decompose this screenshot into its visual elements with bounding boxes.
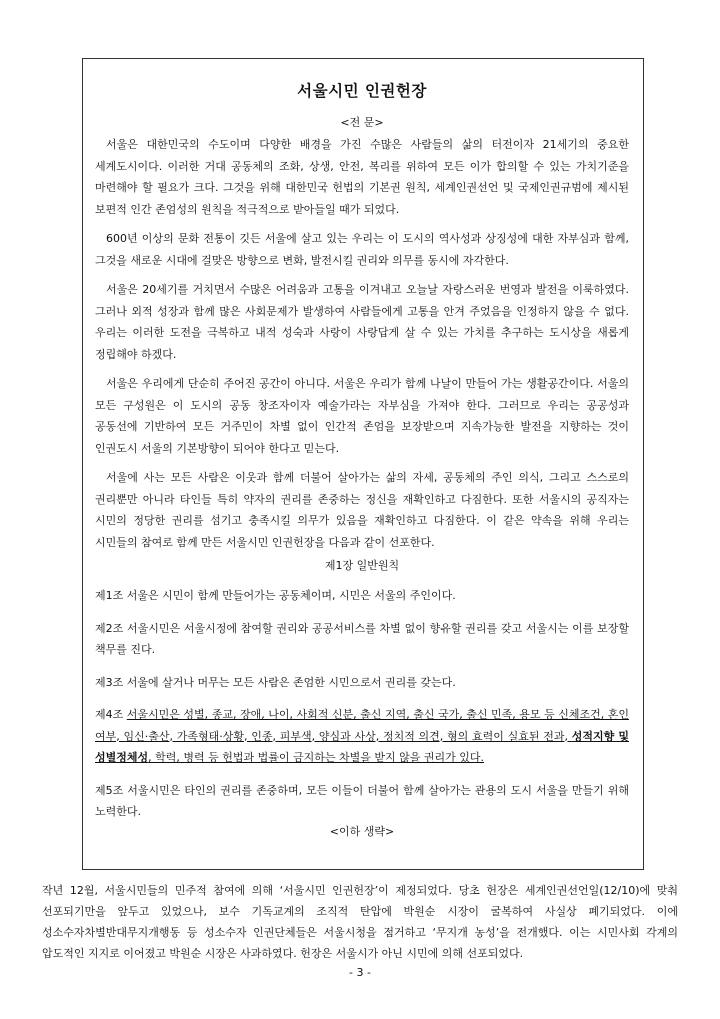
- article-4-number: 제4조: [95, 708, 127, 721]
- chapter-title: 제1장 일반원칙: [324, 559, 400, 572]
- page-number: - 3 -: [349, 966, 371, 979]
- preamble-paragraph-5: 서울에 사는 모든 사람은 이웃과 함께 더불어 살아가는 삶의 자세, 공동체의 주인 의식, 그리고 스스로의 권리뿐만 아니라 타인들 특히 약자의 권리를 존중하는 정신을 재확인하고 다짐한다. 또한 서울시의 공직자는 시민의 정당한 권리를 섬기고 충족시킬 의무가 있음을 재확인하고 다짐한다. 이 같은 약속을 위해 우리는 시민들의 참여로 함께 만든 서울시민 인권헌장을 다음과 같이 선포한다.: [95, 471, 629, 549]
- preamble-paragraph-3: 서울은 20세기를 거치면서 수많은 어려움과 고통을 이겨내고 오늘날 자랑스러운 번영과 발전을 이룩하였다. 그러나 외적 성장과 함께 많은 사회문제가 발생하여 사람들에게 고통을 안겨 주었음을 인정하지 않을 수 없다. 우리는 이러한 도전을 극복하고 내적 성숙과 사랑이 사랑답게 살 수 있는 가치를 추구하는 도시상을 새롭게 정립해야 하겠다.: [95, 283, 629, 361]
- article-5: 제5조 서울시민은 타인의 권리를 존중하며, 모든 이들이 더불어 함께 살아가는 관용의 도시 서울을 만들기 위해 노력한다.: [95, 783, 629, 818]
- preamble-paragraph-1: 서울은 대한민국의 수도이며 다양한 배경을 가진 수많은 사람들의 삶의 터전이자 21세기의 중요한 세계도시이다. 이러한 거대 공동체의 조화, 상생, 안전, 복리를 위하여 모든 이가 합의할 수 있는 가치기준을 마련해야 할 필요가 크다. 그것을 위해 대한민국 헌법의 기본권 원칙, 세계인권선언 및 국제인권규범에 제시된 보편적 인간 존엄성의 원칙을 적극적으로 받아들일 때가 되었다.: [95, 138, 629, 216]
- article-4-emphasis: 성적지향 및 성별정체성: [95, 729, 629, 764]
- article-1: 제1조 서울은 시민이 함께 만들어가는 공동체이며, 시민은 서울의 주인이다.: [95, 589, 456, 602]
- preamble-paragraph-4: 서울은 우리에게 단순히 주어진 공간이 아니다. 서울은 우리가 함께 나날이 만들어 가는 생활공간이다. 서울의 모든 구성원은 이 도시의 공동 창조자이자 예술가라는 자부심을 가져야 한다. 그러므로 우리는 공공성과 공동선에 기반하여 모든 거주민이 차별 없이 인간적 존엄을 보장받으며 지속가능한 발전을 지향하는 것이 인권도시 서울의 기본방향이 되어야 한다고 믿는다.: [95, 377, 629, 455]
- article-3: 제3조 서울에 살거나 머무는 모든 사람은 존엄한 시민으로서 권리를 갖는다.: [95, 675, 456, 689]
- article-2: 제2조 서울시민은 서울시정에 참여할 권리와 공공서비스를 차별 없이 향유할 권리를 갖고 서울시는 이를 보장할 책무를 진다.: [95, 621, 629, 656]
- preamble-paragraph-2: 600년 이상의 문화 전통이 깃든 서울에 살고 있는 우리는 이 도시의 역사성과 상징성에 대한 자부심과 함께, 그것을 새로운 시대에 걸맞은 방향으로 변화, 발전시킬 권리와 의무를 동시에 자각한다.: [95, 232, 629, 267]
- charter-title: 서울시민 인권헌장: [297, 82, 427, 100]
- article-4-part2: , 학력, 병력 등 헌법과 법률이 금지하는 차별을 받지 않을 권리가 있다.: [148, 751, 484, 764]
- preamble-heading: <전 문>: [340, 116, 384, 129]
- article-4-part1: 서울시민은 성별, 종교, 장애, 나이, 사회적 신분, 출신 지역, 출신 국가, 출신 민족, 용모 등 신체조건, 혼인 여부, 임신·출산, 가족형태·상황, 인종, 피부색, 양심과 사상, 정치적 의견, 형의 효력이 실효된 전과,: [95, 708, 630, 743]
- omitted-note: <이하 생략>: [329, 824, 395, 838]
- article-4: [95, 704, 629, 769]
- commentary-paragraph: 작년 12월, 서울시민들의 민주적 참여에 의해 ‘서울시민 인권헌장’이 제정되었다. 당초 헌장은 세계인권선언일(12/10)에 맞춰 선포되기만을 앞두고 있었으나, 보수 기독교계의 조직적 탄압에 박원순 시장이 굴복하여 사실상 폐기되었다. 이에 성소수자차별반대무지개행동 등 성소수자 인권단체들은 서울시청을 점거하고 ‘무지개 농성’을 전개했다. 이는 시민사회 각계의 압도적인 지지로 이어졌고 박원순 시장은 사과하였다. 헌장은 서울시가 아닌 시민에 의해 선포되었다.: [42, 884, 678, 960]
- charter-box: [82, 58, 644, 870]
- article-4-text: [95, 708, 629, 764]
